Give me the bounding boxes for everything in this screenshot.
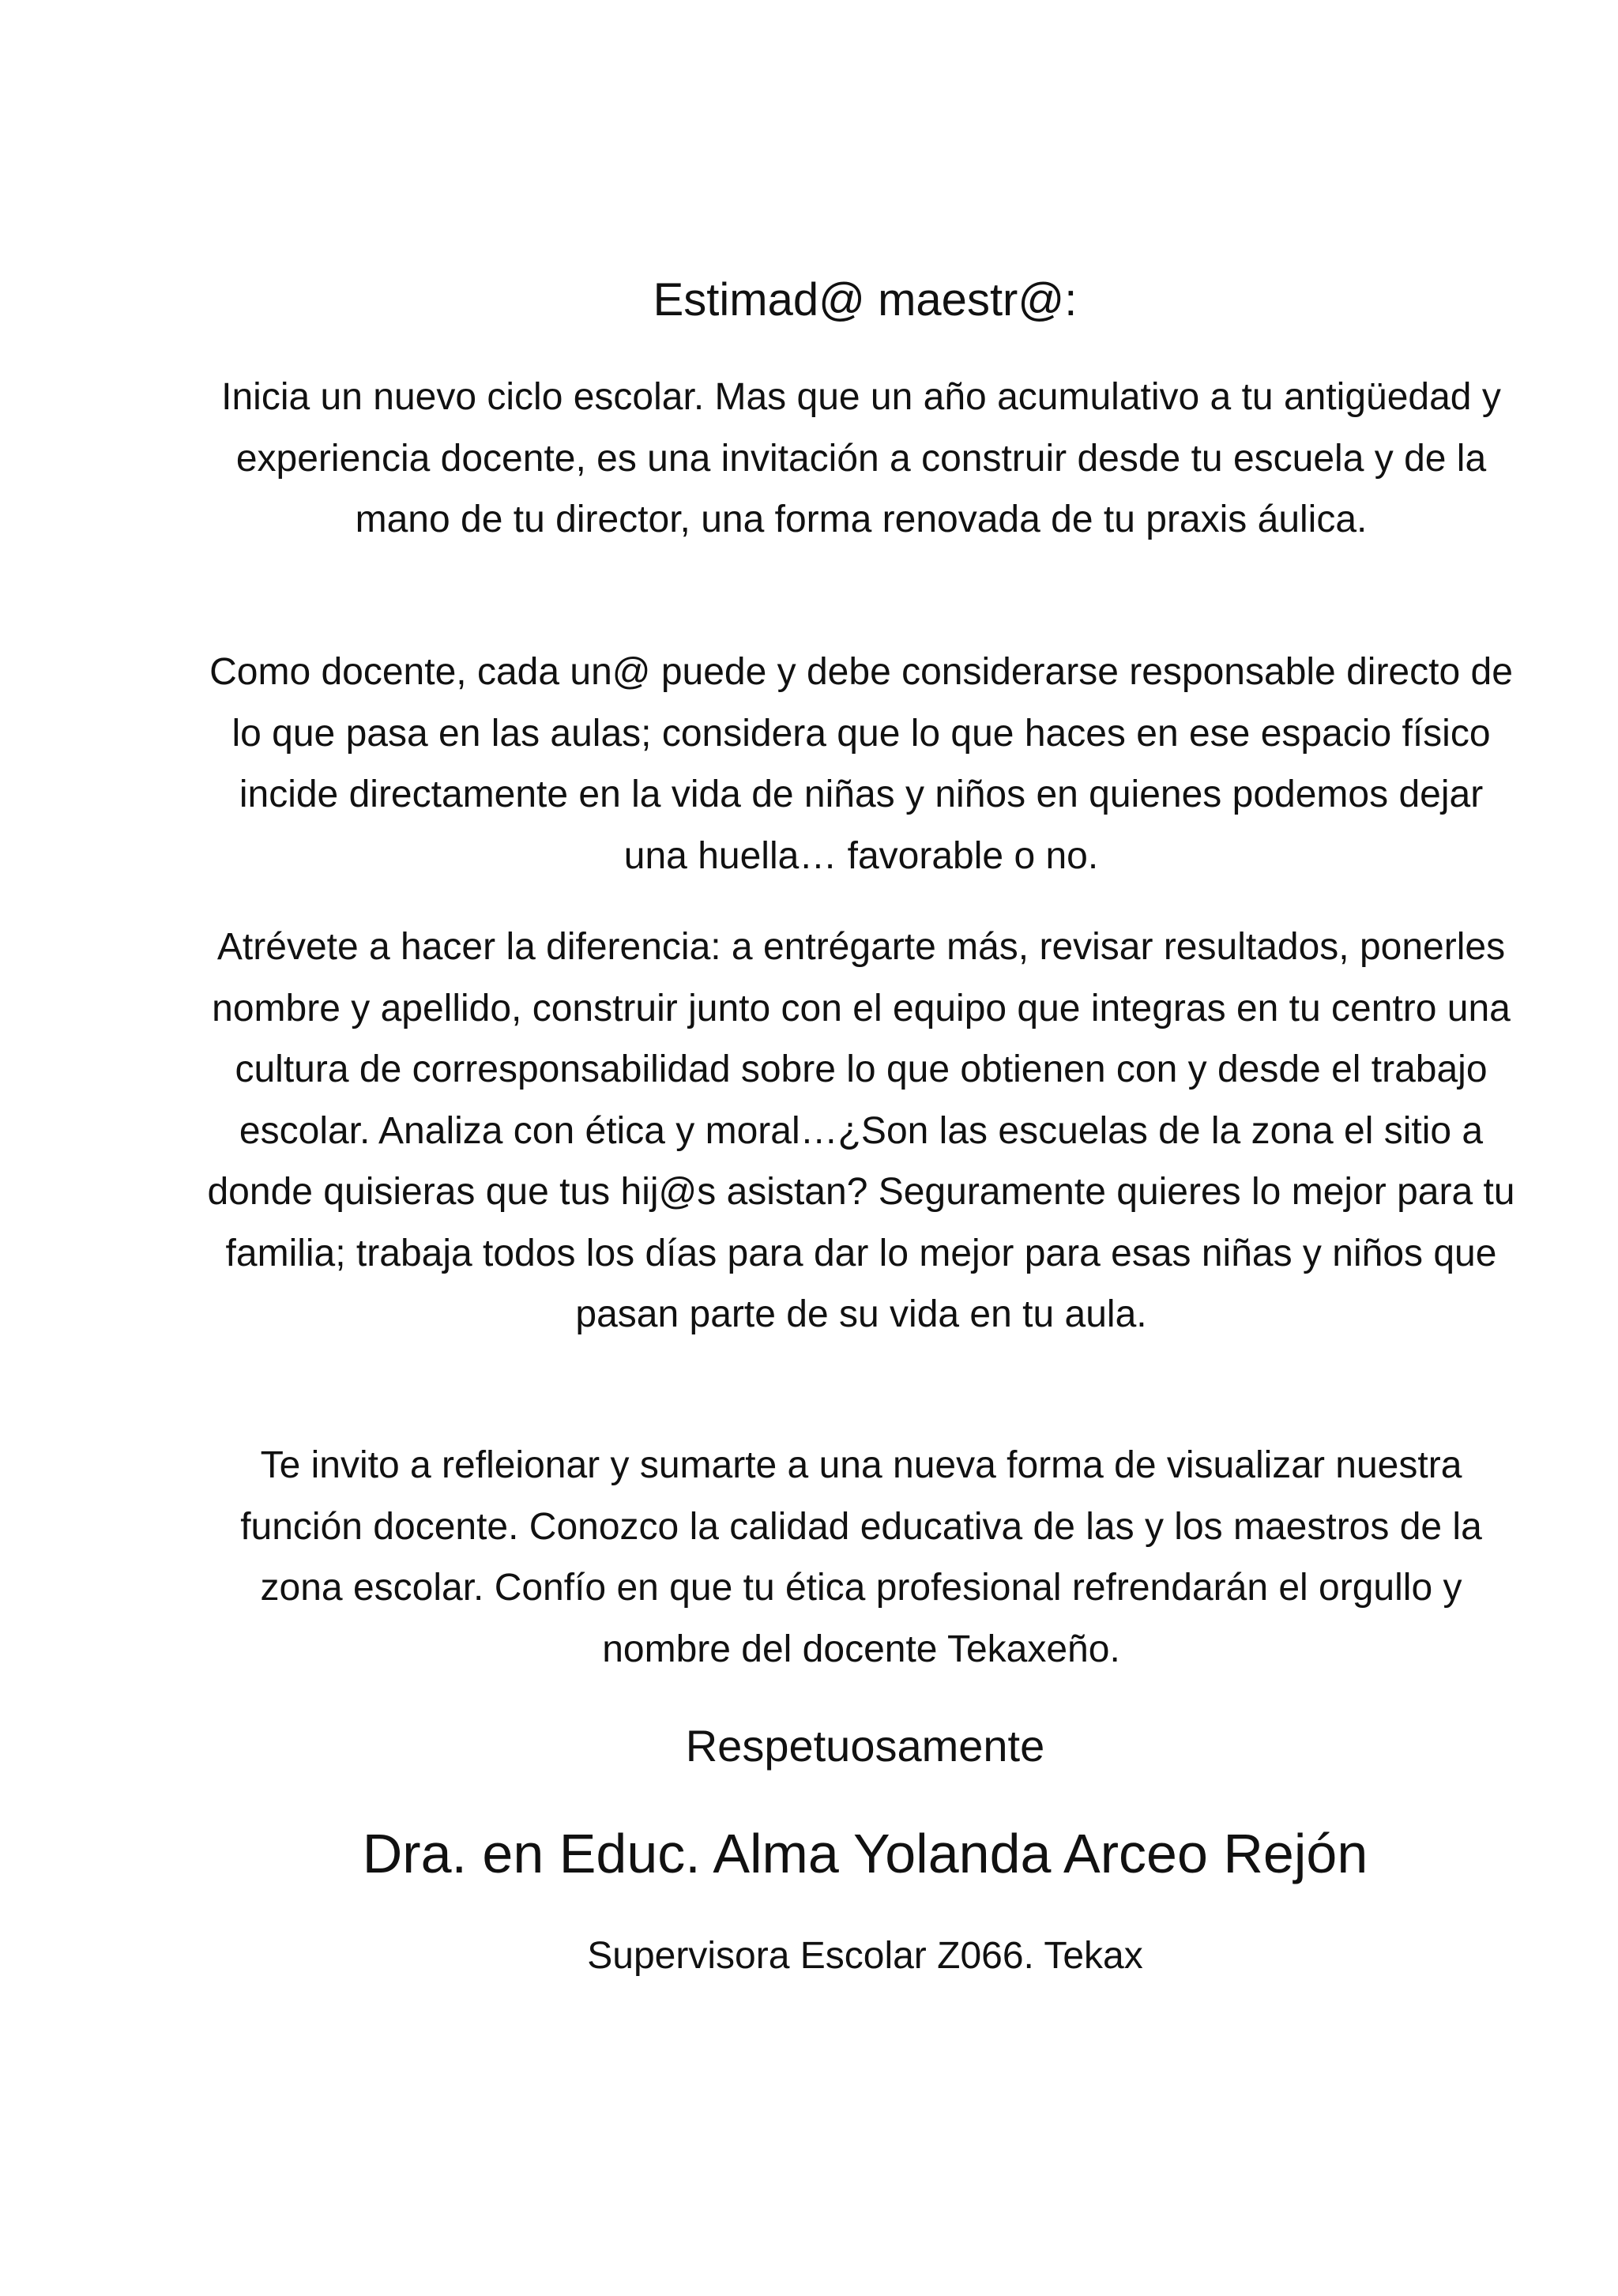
- signer-name: Dra. en Educ. Alma Yolanda Arceo Rejón: [362, 1823, 1368, 1884]
- letter-paragraph-4: Te invito a refleionar y sumarte a una nueva forma de visualizar nuestra función docente. Conozco la calidad educativa de las y los maestros de la zona escolar. Confío en que tu ética profesional refrendarán el orgullo y nombre del docente Tekaxeño.: [240, 1444, 1482, 1670]
- letter-paragraph-1: Inicia un nuevo ciclo escolar. Mas que un año acumulativo a tu antigüedad y experiencia docente, es una invitación a construir desde tu escuela y de la mano de tu director, una forma renovada de tu praxis áulica.: [221, 376, 1501, 540]
- letter-greeting: Estimad@ maestr@:: [653, 274, 1078, 326]
- letter-paragraph-2: Como docente, cada un@ puede y debe considerarse responsable directo de lo que pasa en las aulas; considera que lo que haces en ese espacio físico incide directamente en la vida de niñas y niños en quienes podemos dejar una huella… favorable o no.: [209, 651, 1513, 877]
- letter-closing: Respetuosamente: [685, 1721, 1045, 1771]
- signer-role: Supervisora Escolar Z066. Tekax: [587, 1935, 1143, 1977]
- letter-paragraph-3: Atrévete a hacer la diferencia: a entrégarte más, revisar resultados, ponerles nombre y apellido, construir junto con el equipo que integras en tu centro una cultura de corresponsabilidad sobre lo que obtienen con y desde el trabajo escolar. Analiza con ética y moral…¿Son las escuelas de la zona el sitio a donde quisieras que tus hij@s asistan? Seguramente quieres lo mejor para tu familia; trabaja todos los días para dar lo mejor para esas niñas y niños que pasan parte de su vida en tu aula.: [207, 926, 1515, 1335]
